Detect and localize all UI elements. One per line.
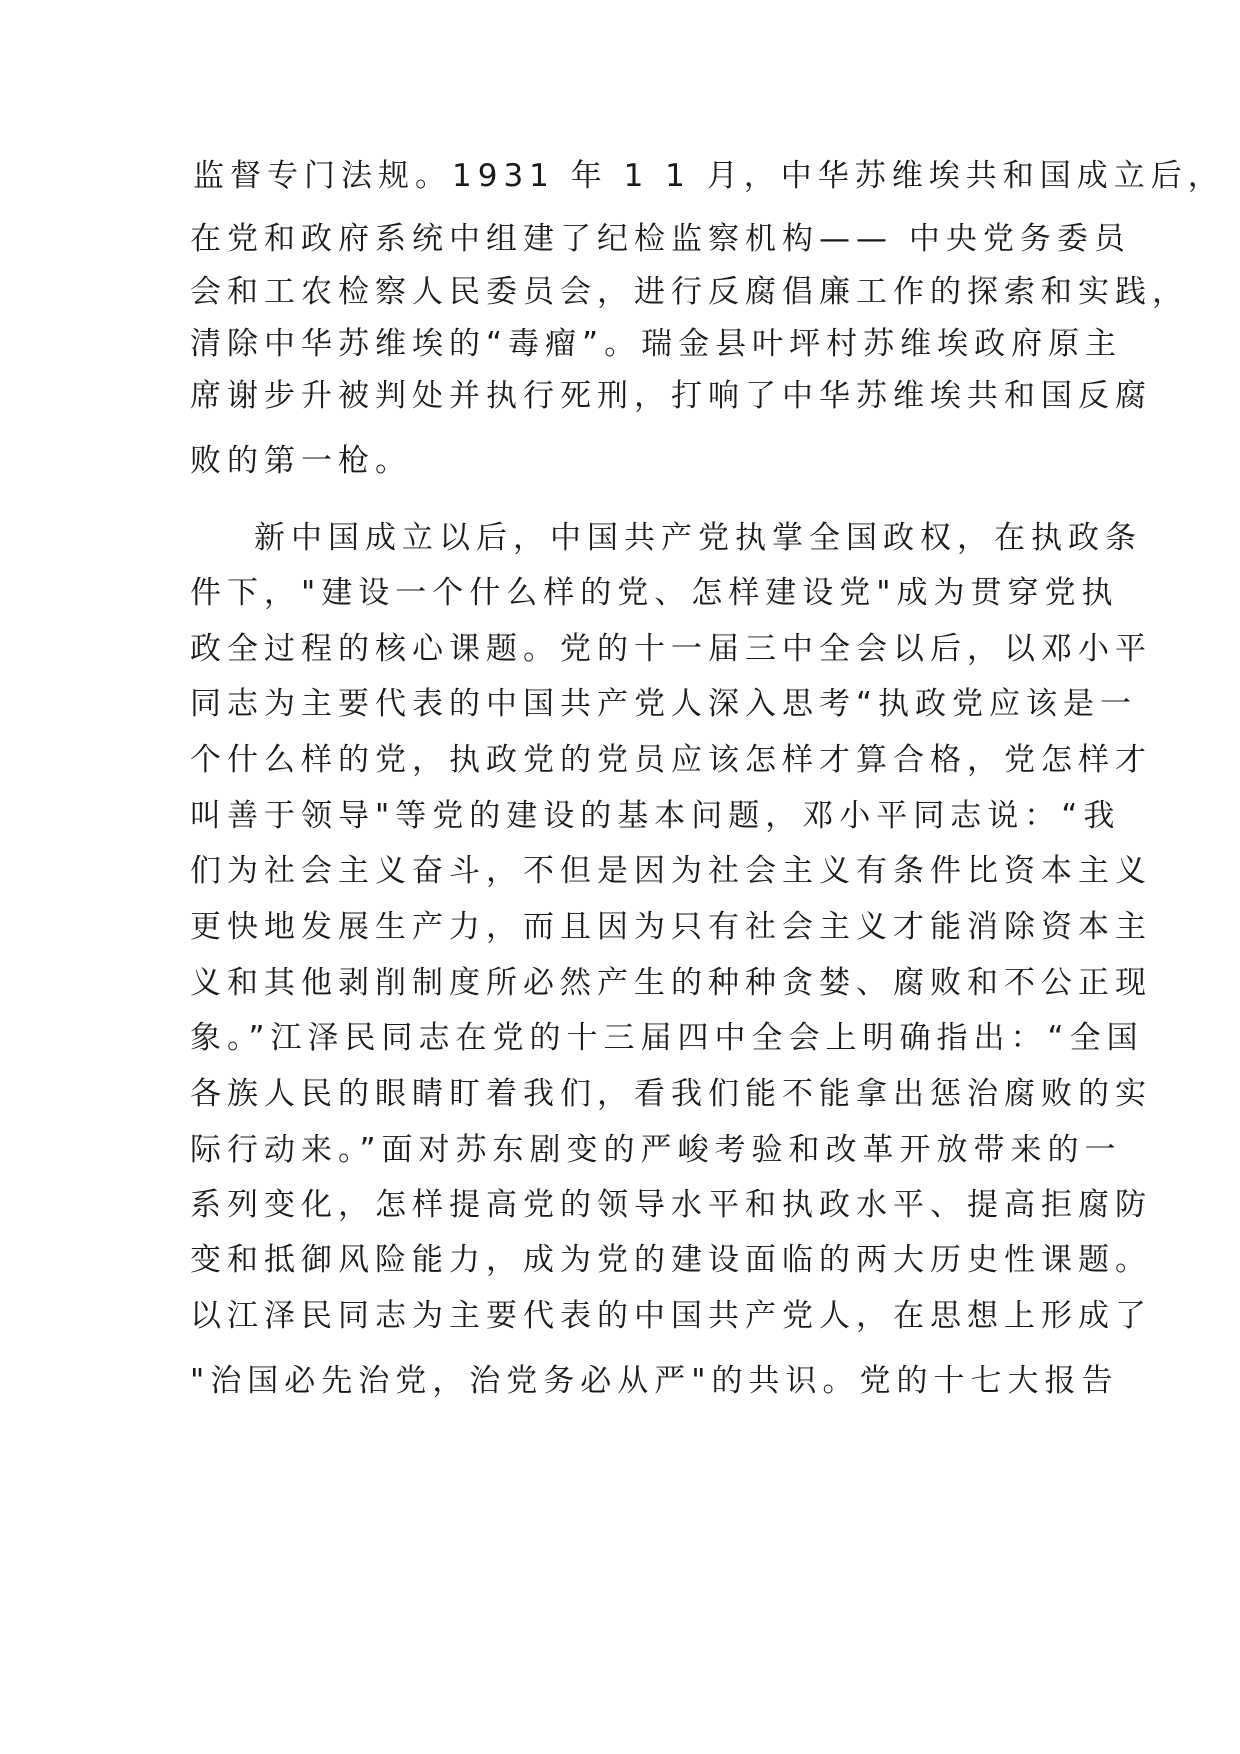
- text-line-18: 际行动来。”面对苏东剧变的严峻考验和改革开放带来的一: [190, 1132, 1122, 1168]
- text-line-19: 系列变化，怎样提高党的领导水平和执政水平、提高拒腐防: [190, 1187, 1152, 1223]
- text-line-15: 义和其他剥削制度所必然产生的种种贪婪、腐败和不公正现: [190, 965, 1152, 1001]
- text-line-11: 个什么样的党，执政党的党员应该怎样才算合格，党怎样才: [190, 742, 1152, 778]
- text-line-8: 件下，"建设一个什么样的党、怎样建设党"成为贯穿党执: [190, 575, 1119, 611]
- text-line-20: 变和抵御风险能力，成为党的建设面临的两大历史性课题。: [190, 1242, 1152, 1278]
- text-line-16: 象。”江泽民同志在党的十三届四中全会上明确指出：“全国: [190, 1020, 1144, 1056]
- text-line-5: 席谢步升被判处并执行死刑，打响了中华苏维埃共和国反腐: [190, 378, 1152, 414]
- text-line-2: 在党和政府系统中组建了纪检监察机构—— 中央党务委员: [190, 221, 1131, 257]
- text-line-3: 会和工农检察人民委员会，进行反腐倡廉工作的探索和实践，: [190, 274, 1189, 310]
- text-line-6: 败的第一枪。: [190, 443, 412, 479]
- text-line-4: 清除中华苏维埃的“毒瘤”。瑞金县叶坪村苏维埃政府原主: [190, 326, 1123, 362]
- text-line-10: 同志为主要代表的中国共产党人深入思考“执政党应该是一: [190, 686, 1138, 722]
- text-line-22: "治国必先治党，治党务必从严"的共识。党的十七大报告: [190, 1363, 1119, 1399]
- text-line-17: 各族人民的眼睛盯着我们，看我们能不能拿出惩治腐败的实: [190, 1076, 1152, 1112]
- text-line-12: 叫善于领导"等党的建设的基本问题，邓小平同志说：“我: [190, 798, 1121, 834]
- text-line-21: 以江泽民同志为主要代表的中国共产党人，在思想上形成了: [190, 1298, 1152, 1334]
- text-line-1: 监督专门法规。1931 年 1 1 月，中华苏维埃共和国成立后，: [193, 158, 1225, 194]
- text-line-9: 政全过程的核心课题。党的十一届三中全会以后，以邓小平: [190, 631, 1152, 667]
- text-line-13: 们为社会主义奋斗，不但是因为社会主义有条件比资本主义: [190, 853, 1152, 889]
- text-line-7: 新中国成立以后，中国共产党执掌全国政权，在执政条: [254, 520, 1142, 556]
- text-line-14: 更快地发展生产力，而且因为只有社会主义才能消除资本主: [190, 909, 1152, 945]
